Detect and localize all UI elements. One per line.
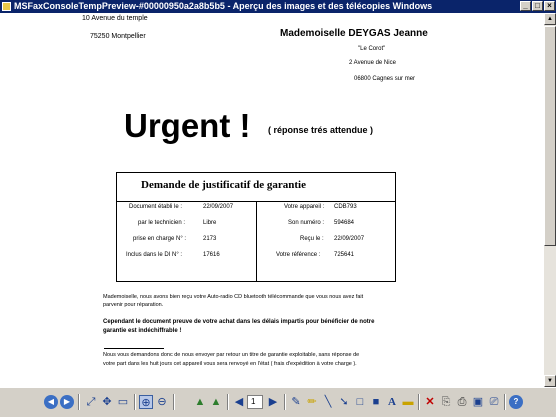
right-value: 22/09/2007 — [334, 236, 365, 242]
recipient-city: 06800 Cagnes sur mer — [354, 76, 416, 82]
zoom-in-icon[interactable]: ⊕ — [139, 395, 153, 409]
window-title: MSFaxConsoleTempPreview-#00000950a2a8b5b5 - Aperçu des images et des télécopies Windows — [14, 1, 433, 11]
copy-icon[interactable]: ⎘ — [441, 396, 451, 408]
delete-icon[interactable]: ✕ — [425, 396, 435, 408]
scroll-down-button[interactable]: ▼ — [544, 375, 556, 387]
box-column-divider — [256, 201, 257, 281]
actual-size-icon[interactable]: ✥ — [102, 396, 112, 408]
help-icon[interactable]: ? — [509, 395, 523, 409]
left-label: par le technicien : — [138, 220, 186, 226]
right-label: Votre appareil : — [284, 204, 325, 210]
left-value: 17616 — [203, 252, 220, 258]
open-icon[interactable]: ⎚ — [489, 396, 499, 408]
arrow-icon[interactable]: ➘ — [339, 396, 349, 408]
toolbar-separator — [134, 394, 136, 410]
page-number-field[interactable]: 1 — [247, 395, 263, 409]
paragraph-line: garantie est indéchiffrable ! — [103, 328, 182, 334]
recipient-street: 2 Avenue de Nice — [349, 60, 396, 66]
left-label: prise en charge N° : — [133, 236, 187, 242]
right-label: Votre référence : — [276, 252, 321, 258]
filled-rectangle-icon[interactable]: ■ — [372, 396, 380, 408]
previous-icon[interactable]: ◀ — [44, 395, 58, 409]
left-value: Libre — [203, 220, 217, 226]
toolbar-separator — [284, 394, 286, 410]
toolbar-separator — [504, 394, 506, 410]
headline: Urgent ! — [124, 107, 251, 144]
left-label: Inclus dans le DI N° : — [126, 252, 183, 258]
toolbar-separator — [78, 394, 80, 410]
text-icon[interactable]: A — [388, 396, 396, 408]
recipient-house: "Le Corot" — [358, 46, 386, 52]
best-fit-icon[interactable]: ⤢ — [86, 396, 96, 408]
app-icon — [2, 2, 11, 11]
toolbar-separator — [418, 394, 420, 410]
paragraph-line: votre part dans les huit jours cet appareil vous sera renvoyé en l'état ( frais d'expédition à votre charge ). — [103, 361, 357, 367]
line-icon[interactable]: ╲ — [324, 396, 332, 408]
zoom-out-icon[interactable]: ⊖ — [157, 396, 167, 408]
next-page-icon[interactable]: ▶ — [268, 396, 278, 408]
paragraph-line: Mademoiselle, nous avons bien reçu votre Auto-radio CD bluetooth télécommande que vous nous avez fait — [103, 294, 364, 300]
print-icon[interactable]: ⎙ — [457, 396, 467, 408]
left-value: 22/09/2007 — [203, 204, 234, 210]
paragraph-line: Cependant le document preuve de votre achat dans les délais impartis pour bénéficier de notre — [103, 319, 375, 325]
vertical-scrollbar[interactable] — [544, 13, 556, 387]
right-value: CDB793 — [334, 204, 357, 210]
warranty-request-box — [116, 172, 396, 282]
toolbar — [0, 387, 556, 417]
toolbar-separator — [173, 394, 175, 410]
left-value: 2173 — [203, 236, 217, 242]
right-label: Son numéro : — [288, 220, 325, 226]
right-value: 594684 — [334, 220, 355, 226]
recipient-name: Mademoiselle DEYGAS Jeanne — [280, 28, 428, 39]
minimize-button[interactable]: _ — [520, 1, 531, 11]
toolbar-separator — [227, 394, 229, 410]
title-bar — [0, 0, 556, 13]
pen-icon[interactable]: ✎ — [291, 396, 301, 408]
note-icon[interactable]: ▬ — [402, 396, 414, 408]
box-title: Demande de justificatif de garantie — [141, 179, 306, 191]
highlighter-icon[interactable]: ✏ — [307, 396, 317, 408]
rotate-cw-icon[interactable]: ▲ — [194, 396, 206, 408]
emphasis-underline — [104, 348, 164, 349]
right-label: Reçu le : — [300, 236, 324, 242]
right-value: 725641 — [334, 252, 355, 258]
left-label: Document établi le : — [129, 204, 183, 210]
maximize-button[interactable]: □ — [532, 1, 543, 11]
paragraph-line: Nous vous demandons donc de nous envoyer par retour un titre de garantie exploitable, sans réponse de — [103, 352, 360, 358]
scroll-up-button[interactable]: ▲ — [544, 13, 556, 25]
rectangle-icon[interactable]: □ — [356, 396, 364, 408]
next-icon[interactable]: ▶ — [60, 395, 74, 409]
paragraph-line: parvenir pour réparation. — [103, 302, 164, 308]
rotate-ccw-icon[interactable]: ▲ — [210, 396, 222, 408]
sender-street: 10 Avenue du temple — [82, 15, 148, 22]
document-viewport[interactable] — [0, 13, 544, 387]
previous-page-icon[interactable]: ◀ — [234, 396, 244, 408]
close-button[interactable]: × — [544, 1, 555, 11]
sender-city: 75250 Montpellier — [90, 33, 146, 40]
headline-note: ( réponse trés attendue ) — [268, 125, 374, 135]
scroll-thumb[interactable] — [544, 26, 556, 246]
save-icon[interactable]: ▣ — [472, 396, 484, 408]
slideshow-icon[interactable]: ▭ — [117, 396, 129, 408]
